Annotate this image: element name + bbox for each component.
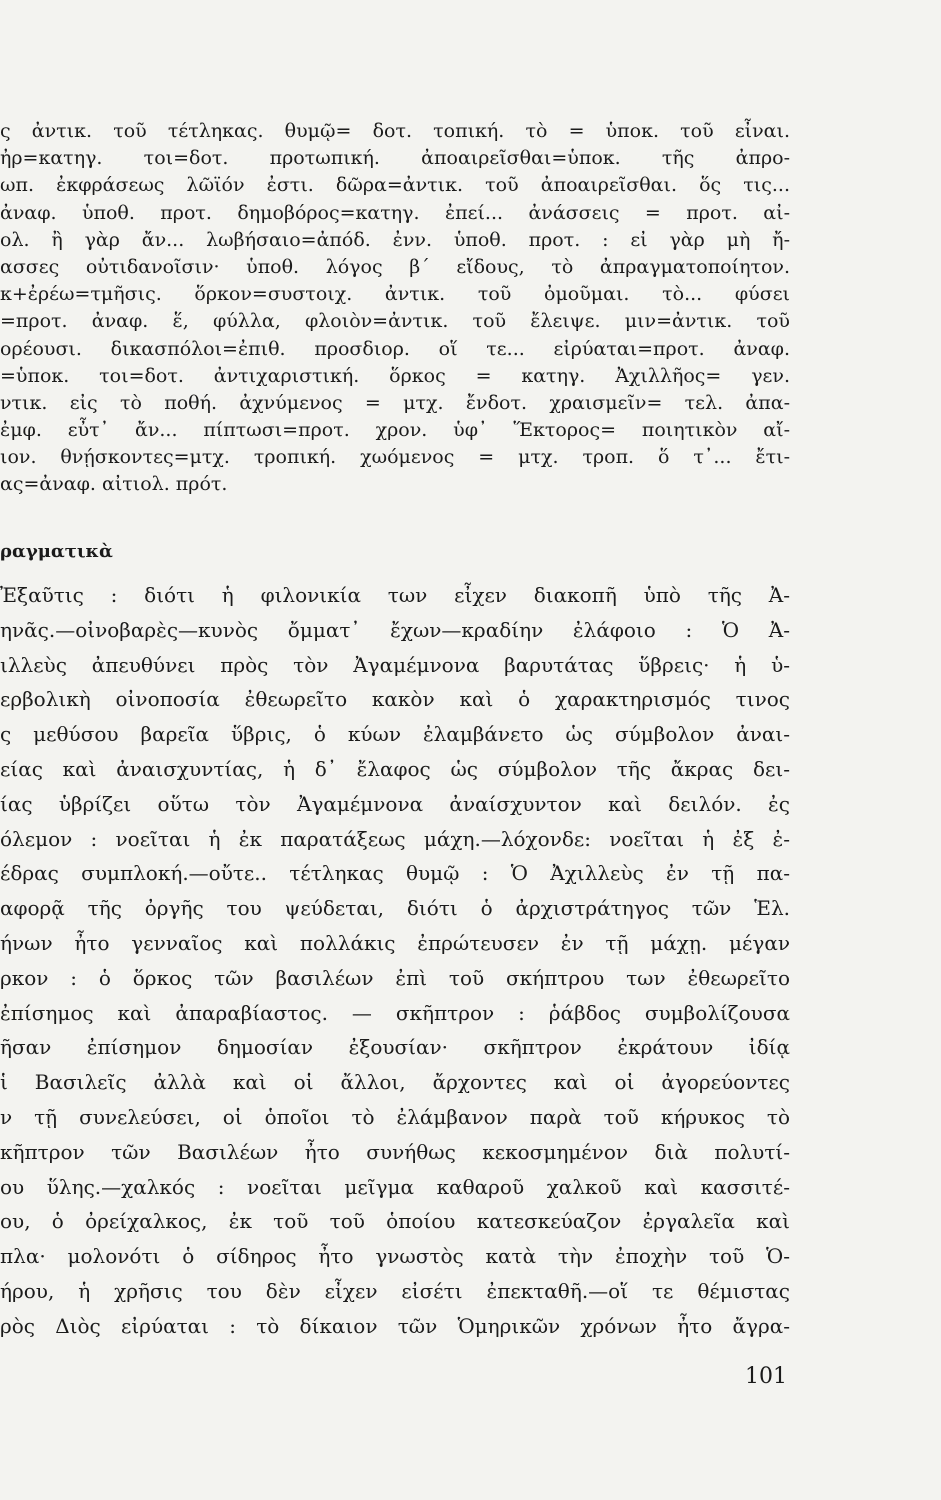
- grammar-line: ολ. ἢ γὰρ ἄν... λωβήσαιο=ἀπόδ. ἐνν. ὑποθ. προτ. : εἰ γὰρ μὴ ἤ-: [0, 228, 790, 251]
- grammar-line: ς ἀντικ. τοῦ τέτληκας. θυμῷ= δοτ. τοπική. τὸ = ὑποκ. τοῦ εἶναι.: [0, 120, 790, 142]
- commentary-line: ίας ὑβρίζει οὕτω τὸν Ἀγαμέμνονα ἀναίσχυντον καὶ δειλόν. ἐς: [0, 791, 790, 816]
- commentary-line: ήρου, ἡ χρῆσις του δὲν εἶχεν εἰσέτι ἐπεκταθῆ.—οἵ τε θέμιστας: [0, 1278, 790, 1303]
- commentary-line: ς μεθύσου βαρεῖα ὕβρις, ὁ κύων ἐλαμβάνετο ὡς σύμβολον ἀναι-: [0, 722, 790, 747]
- grammar-line: ασσες οὐτιδανοῖσιν· ὑποθ. λόγος β΄ εἴδους, τὸ ἀπραγματοποίητον.: [0, 255, 790, 278]
- grammar-line: ἠρ=κατηγ. τοι=δοτ. προτωπική. ἀποαιρεῖσθαι=ὑποκ. τῆς ἀπρο-: [0, 147, 790, 170]
- commentary-line: είας καὶ ἀναισχυντίας, ἡ δ᾽ ἔλαφος ὡς σύμβολον τῆς ἄκρας δει-: [0, 756, 790, 781]
- grammar-line: κ+ἐρέω=τμῆσις. ὅρκον=συστοιχ. ἀντικ. τοῦ ὀμοῦμαι. τὸ... φύσει: [0, 283, 790, 306]
- commentary-line: όλεμον : νοεῖται ἡ ἐκ παρατάξεως μάχη.—λόχονδε: νοεῖται ἡ ἐξ ἐ-: [0, 826, 790, 851]
- grammar-line: ωπ. ἐκφράσεως λῶϊόν ἐστι. δῶρα=ἀντικ. τοῦ ἀποαιρεῖσθαι. ὅς τις...: [0, 174, 790, 197]
- commentary-line: ἐπίσημος καὶ ἀπαραβίαστος. — σκῆπτρον : ῥάβδος συμβολίζουσα: [0, 1000, 790, 1025]
- commentary-line: Ἐξαῦτις : διότι ἡ φιλονικία των εἶχεν διακοπῆ ὑπὸ τῆς Ἀ-: [0, 583, 790, 607]
- commentary-line: ου ὕλης.—χαλκός : νοεῖται μεῖγμα καθαροῦ χαλκοῦ καὶ κασσιτέ-: [0, 1174, 790, 1199]
- grammar-line: ἀναφ. ὑποθ. προτ. δημοβόρος=κατηγ. ἐπεί... ἀνάσσεις = προτ. αἰ-: [0, 201, 790, 224]
- grammar-line: ορέουσι. δικασπόλοι=ἐπιθ. προσδιορ. οἵ τε... εἰρύαται=προτ. ἀναφ.: [0, 337, 790, 360]
- section-heading: ραγματικὰ: [0, 541, 113, 562]
- commentary-line: έδρας συμπλοκή.—οὔτε.. τέτληκας θυμῷ : Ὁ Ἀχιλλεὺς ἐν τῇ πα-: [0, 861, 790, 886]
- grammar-line: ντικ. εἰς τὸ ποθή. ἀχνύμενος = μτχ. ἔνδοτ. χραισμεῖν= τελ. ἀπα-: [0, 391, 790, 414]
- commentary-line: ρὸς Διὸς εἰρύαται : τὸ δίκαιον τῶν Ὁμηρικῶν χρόνων ἦτο ἄγρα-: [0, 1313, 790, 1338]
- grammar-line: =προτ. ἀναφ. ἕ, φύλλα, φλοιὸν=ἀντικ. τοῦ ἔλειψε. μιν=ἀντικ. τοῦ: [0, 310, 790, 333]
- commentary-line: ερβολικὴ οἰνοποσία ἐθεωρεῖτο κακὸν καὶ ὁ χαρακτηρισμός τινος: [0, 687, 790, 712]
- grammar-notes: [0, 118, 790, 499]
- commentary-line: ν τῇ συνελεύσει, οἱ ὁποῖοι τὸ ἐλάμβανον παρὰ τοῦ κήρυκος τὸ: [0, 1104, 790, 1129]
- commentary-line: ρκον : ὁ ὅρκος τῶν βασιλέων ἐπὶ τοῦ σκήπτρου των ἐθεωρεῖτο: [0, 965, 790, 990]
- commentary-line: ιλλεὺς ἀπευθύνει πρὸς τὸν Ἀγαμέμνονα βαρυτάτας ὕβρεις· ἡ ὑ-: [0, 652, 790, 677]
- commentary-line: ου, ὁ ὀρείχαλκος, ἐκ τοῦ τοῦ ὁποίου κατεσκεύαζον ἐργαλεῖα καὶ: [0, 1209, 790, 1234]
- grammar-line: ἐμφ. εὖτ᾽ ἄν... πίπτωσι=προτ. χρον. ὑφ᾽ Ἕκτορος= ποιητικὸν αἴ-: [0, 419, 790, 442]
- commentary-line: πλα· μολονότι ὁ σίδηρος ἦτο γνωστὸς κατὰ τὴν ἐποχὴν τοῦ Ὁ-: [0, 1244, 790, 1269]
- page-number: 101: [745, 1364, 787, 1389]
- commentary-line: ἱ Βασιλεῖς ἀλλὰ καὶ οἱ ἄλλοι, ἄρχοντες καὶ οἱ ἀγορεύοντες: [0, 1070, 790, 1095]
- grammar-line: ας=ἀναφ. αἰτιολ. πρότ.: [0, 473, 228, 496]
- commentary-line: αφορᾷ τῆς ὀργῆς του ψεύδεται, διότι ὁ ἀρχιστράτηγος τῶν Ἑλ.: [0, 896, 790, 921]
- grammar-line: ιον. θνῄσκοντες=μτχ. τροπική. χωόμενος = μτχ. τροπ. ὅ τ᾽... ἔτι-: [0, 446, 790, 469]
- grammar-line: =ὑποκ. τοι=δοτ. ἀντιχαριστική. ὅρκος = κατηγ. Ἀχιλλῆος= γεν.: [0, 364, 790, 387]
- commentary-line: ήνων ἦτο γενναῖος καὶ πολλάκις ἐπρώτευσεν ἐν τῇ μάχῃ. μέγαν: [0, 930, 790, 955]
- commentary-line: ῆσαν ἐπίσημον δημοσίαν ἐξουσίαν· σκῆπτρον ἐκράτουν ἰδίᾳ: [0, 1035, 790, 1060]
- commentary-line: ηνᾶς.—οἰνοβαρὲς—κυνὸς ὄμματ᾽ ἔχων—κραδίην ἐλάφοιο : Ὁ Ἀ-: [0, 617, 790, 642]
- commentary-line: κῆπτρον τῶν Βασιλέων ἦτο συνήθως κεκοσμημένον διὰ πολυτί-: [0, 1139, 790, 1164]
- commentary-text: [0, 578, 790, 1344]
